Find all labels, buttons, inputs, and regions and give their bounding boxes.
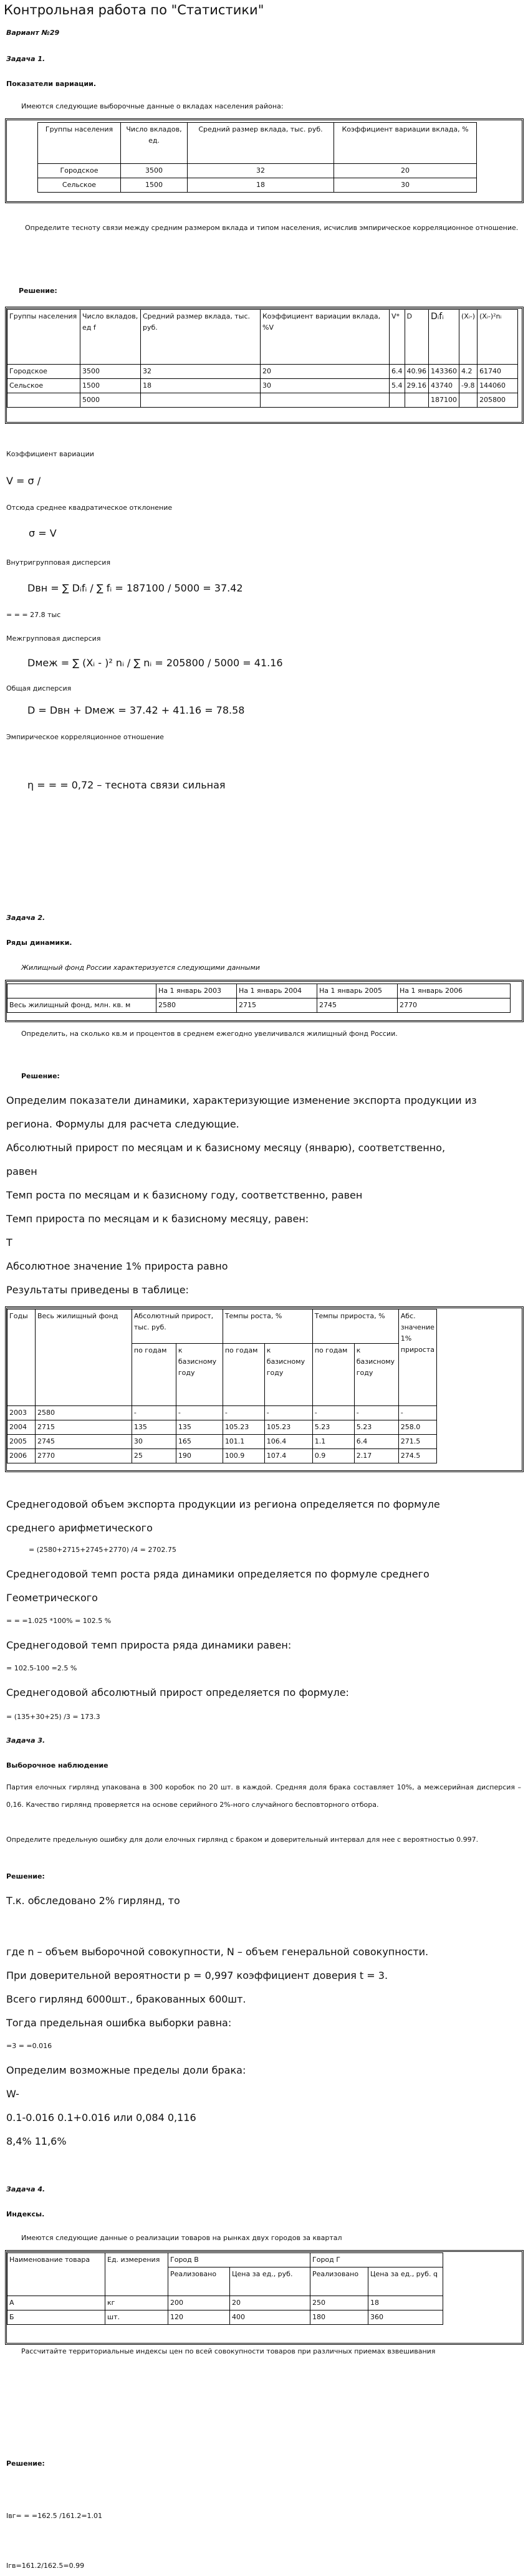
- header-cell: Коэффициент вариации вклада, %: [334, 123, 477, 164]
- header-cell: Абсолютный прирост, тыс. руб.: [132, 1310, 223, 1344]
- header-cell: к базисному году: [176, 1344, 223, 1406]
- table-cell: шт.: [105, 2310, 168, 2325]
- header-cell: На 1 январь 2004: [237, 984, 317, 998]
- table-cell: 135: [176, 1420, 223, 1435]
- text-line: При доверительной вероятности p = 0,997 коэффициент доверия t = 3.: [6, 1970, 388, 1981]
- table-cell: Б: [7, 2310, 105, 2325]
- table-cell: 250: [310, 2296, 368, 2310]
- header-cell: Dᵢfᵢ: [429, 310, 459, 365]
- header-cell: по годам: [223, 1344, 264, 1406]
- table-cell: 2770: [35, 1449, 132, 1463]
- table-cell: 20: [334, 164, 477, 178]
- table-cell: -9.8: [459, 379, 478, 393]
- table-cell: 190: [176, 1449, 223, 1463]
- header-cell: Город Г: [310, 2253, 443, 2267]
- table-cell: [390, 393, 405, 408]
- formula-line: σ = V: [29, 527, 57, 539]
- header-cell: к базисному году: [354, 1344, 398, 1406]
- formula-line: Dвн = ∑ Dᵢfᵢ / ∑ fᵢ = 187100 / 5000 = 37.42: [27, 582, 243, 594]
- table-cell: -: [264, 1406, 312, 1420]
- table-cell: 187100: [429, 393, 459, 408]
- header-cell: Группы населения: [38, 123, 121, 164]
- table-cell: [261, 393, 390, 408]
- table-cell: 30: [334, 178, 477, 193]
- header-cell: по годам: [132, 1344, 176, 1406]
- text-line: Среднегодовой абсолютный прирост определяется по формуле:: [6, 1687, 349, 1698]
- header-cell: Коэффициент вариации вклада, %V: [261, 310, 390, 365]
- table-cell: 20: [261, 365, 390, 379]
- header-cell: Годы: [7, 1310, 36, 1406]
- formula-line: = (135+30+25) /3 = 173.3: [6, 1713, 100, 1721]
- header-cell: Ед. измерения: [105, 2253, 168, 2296]
- task2-table2: [7, 1309, 437, 1463]
- table-cell: -: [223, 1406, 264, 1420]
- table-cell: 3500: [80, 365, 141, 379]
- header-cell: (Xᵢ-)²nᵢ: [478, 310, 518, 365]
- table-cell: 2745: [317, 998, 398, 1013]
- task4-intro: Имеются следующие данные о реализации товаров на рынках двух городов за квартал: [21, 2234, 342, 2242]
- header-cell: Цена за ед., руб.: [230, 2267, 310, 2296]
- table-cell: 1500: [121, 178, 188, 193]
- text-line: Тогда предельная ошибка выборки равна:: [6, 2017, 232, 2029]
- header-cell: D: [405, 310, 429, 365]
- table-cell: 271.5: [398, 1435, 436, 1449]
- table-cell: 40.96: [405, 365, 429, 379]
- header-cell: Город В: [168, 2253, 310, 2267]
- table-cell: 18: [368, 2296, 443, 2310]
- text-line: Общая дисперсия: [6, 684, 72, 692]
- table-cell: Сельское: [38, 178, 121, 193]
- text-line: W-: [6, 2088, 19, 2100]
- table-cell: 5000: [80, 393, 141, 408]
- table-cell: 29.16: [405, 379, 429, 393]
- table-cell: -: [176, 1406, 223, 1420]
- table-cell: 5.23: [312, 1420, 354, 1435]
- task1-text: Определите тесноту связи между средним размером вклада и типом населения, исчислив эмпирическое корреляционное отношение.: [25, 224, 519, 232]
- variant-label: Вариант №29: [6, 29, 60, 37]
- formula-line: D = Dвн + Dмеж = 37.42 + 41.16 = 78.58: [27, 704, 245, 716]
- task3-heading: Задача 3.: [6, 1736, 46, 1745]
- task4-text: Рассчитайте территориальные индексы цен по всей совокупности товаров при различных приемах взвешивания: [21, 2347, 436, 2355]
- header-cell: Число вкладов, ед.: [121, 123, 188, 164]
- table-cell: 180: [310, 2310, 368, 2325]
- text-line: Абсолютное значение 1% прироста равно: [6, 1260, 228, 1272]
- text-line: Коэффициент вариации: [6, 450, 94, 458]
- text-line: Темп прироста по месяцам и к базисному месяцу, равен:: [6, 1213, 309, 1225]
- table-cell: 107.4: [264, 1449, 312, 1463]
- table-cell: 43740: [429, 379, 459, 393]
- header-cell: Группы населения: [7, 310, 80, 365]
- table-cell: 32: [188, 164, 334, 178]
- formula-line: = 102.5-100 =2.5 %: [6, 1664, 77, 1672]
- formula-line: Iвг= = =162.5 /161.2=1.01: [6, 2512, 103, 2520]
- table-cell: А: [7, 2296, 105, 2310]
- header-cell: Темпы роста, %: [223, 1310, 312, 1344]
- table-cell: [459, 393, 478, 408]
- header-cell: На 1 январь 2003: [156, 984, 237, 998]
- header-cell: На 1 январь 2006: [398, 984, 511, 998]
- header-cell: к базисному году: [264, 1344, 312, 1406]
- text-line: среднего арифметического: [6, 1522, 153, 1534]
- task2-text: Определить, на сколько кв.м и процентов в среднем ежегодно увеличивался жилищный фонд России.: [21, 1030, 398, 1038]
- text-line: 0.1-0.016 0.1+0.016 или 0,084 0,116: [6, 2112, 196, 2124]
- task4-heading: Задача 4.: [6, 2185, 46, 2193]
- text-line: Отсюда среднее квадратическое отклонение: [6, 504, 173, 512]
- task4-subheading: Индексы.: [6, 2210, 45, 2218]
- formula-line: Dмеж = ∑ (Xᵢ - )² nᵢ / ∑ nᵢ = 205800 / 5000 = 41.16: [27, 657, 283, 669]
- header-cell: Число вкладов, ед f: [80, 310, 141, 365]
- formula-line: = = =1.025 *100% = 102.5 %: [6, 1617, 112, 1625]
- table-cell: 2580: [35, 1406, 132, 1420]
- table-cell: 6.4: [390, 365, 405, 379]
- text-line: Эмпирическое корреляционное отношение: [6, 733, 164, 741]
- task4-solution-label: Решение:: [6, 2459, 45, 2468]
- header-cell: Абс. значение 1% прироста: [398, 1310, 436, 1406]
- task1-solution-label: Решение:: [19, 287, 57, 295]
- header-cell: Темпы прироста, %: [312, 1310, 398, 1344]
- text-line: Всего гирлянд 6000шт., бракованных 600шт.: [6, 1993, 246, 2005]
- task4-table: [7, 2253, 443, 2325]
- table-cell: 18: [188, 178, 334, 193]
- table-cell: [7, 393, 80, 408]
- task3-solution-label: Решение:: [6, 1872, 45, 1880]
- table-cell: 101.1: [223, 1435, 264, 1449]
- table-cell: 144060: [478, 379, 518, 393]
- task2-solution-label: Решение:: [21, 1072, 60, 1080]
- table-cell: 105.23: [223, 1420, 264, 1435]
- task1-subheading: Показатели вариации.: [6, 80, 97, 88]
- table-cell: 4.2: [459, 365, 478, 379]
- task3-subheading: Выборочное наблюдение: [6, 1761, 108, 1769]
- table-cell: 205800: [478, 393, 518, 408]
- table-cell: [141, 393, 261, 408]
- table-cell: 2715: [237, 998, 317, 1013]
- text-line: Среднегодовой темп прироста ряда динамики равен:: [6, 1639, 292, 1651]
- text-line: Среднегодовой объем экспорта продукции из региона определяется по формуле: [6, 1498, 440, 1510]
- table-cell: 2580: [156, 998, 237, 1013]
- header-cell: Средний размер вклада, тыс. руб.: [141, 310, 261, 365]
- text-line: = = = 27.8 тыс: [6, 611, 61, 619]
- table-cell: 100.9: [223, 1449, 264, 1463]
- text-line: Внутригрупповая дисперсия: [6, 558, 111, 567]
- header-cell: Реализовано: [168, 2267, 230, 2296]
- table-cell: 143360: [429, 365, 459, 379]
- table-cell: 18: [141, 379, 261, 393]
- table-cell: 61740: [478, 365, 518, 379]
- table-cell: 2770: [398, 998, 511, 1013]
- task2-intro: Жилищный фонд России характеризуется следующими данными: [21, 964, 260, 972]
- task1-intro: Имеются следующие выборочные данные о вкладах населения района:: [21, 102, 284, 110]
- text-line: Т.к. обследовано 2% гирлянд, то: [6, 1895, 180, 1907]
- formula-line: = (2580+2715+2745+2770) /4 = 2702.75: [29, 1546, 176, 1554]
- table-cell: 360: [368, 2310, 443, 2325]
- table-cell: кг: [105, 2296, 168, 2310]
- text-line: Результаты приведены в таблице:: [6, 1284, 189, 1296]
- header-cell: V*: [390, 310, 405, 365]
- header-cell: Весь жилищный фонд: [35, 1310, 132, 1406]
- formula-line: V = σ /: [6, 475, 41, 487]
- header-cell: Реализовано: [310, 2267, 368, 2296]
- text-line: 8,4% 11,6%: [6, 2135, 67, 2147]
- table-cell: 2005: [7, 1435, 36, 1449]
- table-cell: 6.4: [354, 1435, 398, 1449]
- table-cell: 105.23: [264, 1420, 312, 1435]
- table-cell: 5.4: [390, 379, 405, 393]
- header-cell: Цена за ед., руб. q: [368, 2267, 443, 2296]
- text-line: региона. Формулы для расчета следующие.: [6, 1118, 239, 1130]
- header-cell: [7, 984, 156, 998]
- table-cell: 0.9: [312, 1449, 354, 1463]
- table-cell: 400: [230, 2310, 310, 2325]
- text-line: Темп роста по месяцам и к базисному году, соответственно, равен: [6, 1189, 363, 1201]
- text-line: Геометрического: [6, 1592, 98, 1604]
- text-line: Определим показатели динамики, характеризующие изменение экспорта продукции из: [6, 1094, 477, 1106]
- table-cell: -: [354, 1406, 398, 1420]
- table-cell: 20: [230, 2296, 310, 2310]
- table-cell: 2715: [35, 1420, 132, 1435]
- header-cell: Средний размер вклада, тыс. руб.: [188, 123, 334, 164]
- table-cell: 3500: [121, 164, 188, 178]
- table-cell: 2745: [35, 1435, 132, 1449]
- formula-line: =3 = =0.016: [6, 2042, 52, 2050]
- text-line: Определим возможные пределы доли брака:: [6, 2064, 246, 2076]
- task3-paragraph-2: Определите предельную ошибку для доли елочных гирлянд с браком и доверительный интервал для нее с вероятностью 0.997.: [6, 1836, 479, 1844]
- table-cell: -: [398, 1406, 436, 1420]
- task1-table2: [7, 309, 518, 408]
- table-cell: 1.1: [312, 1435, 354, 1449]
- table-cell: 165: [176, 1435, 223, 1449]
- table-cell: 25: [132, 1449, 176, 1463]
- table-cell: 5.23: [354, 1420, 398, 1435]
- table-cell: Городское: [7, 365, 80, 379]
- table-cell: 120: [168, 2310, 230, 2325]
- task1-heading: Задача 1.: [6, 55, 46, 63]
- table-cell: -: [132, 1406, 176, 1420]
- table-cell: 258.0: [398, 1420, 436, 1435]
- table-cell: 2006: [7, 1449, 36, 1463]
- table-cell: 200: [168, 2296, 230, 2310]
- table-cell: Весь жилищный фонд, млн. кв. м: [7, 998, 156, 1013]
- header-cell: Наименование товара: [7, 2253, 105, 2296]
- task3-paragraph-1: Партия елочных гирлянд упакована в 300 коробок по 20 шт. в каждой. Средняя доля брака составляет 10%, а межсерийная дисперсия – 0,16. Качество гирлянд проверяется на основе серийного 2%-ного случайного бесповторного отбора.: [6, 1783, 521, 1809]
- text-line: Межгрупповая дисперсия: [6, 634, 101, 643]
- text-line: Абсолютный прирост по месяцам и к базисному месяцу (январю), соответственно,: [6, 1142, 446, 1154]
- text-line: равен: [6, 1166, 37, 1177]
- table-cell: Сельское: [7, 379, 80, 393]
- header-cell: по годам: [312, 1344, 354, 1406]
- table-cell: 2.17: [354, 1449, 398, 1463]
- table-cell: 2003: [7, 1406, 36, 1420]
- table-cell: 106.4: [264, 1435, 312, 1449]
- table-cell: Городское: [38, 164, 121, 178]
- table-cell: 1500: [80, 379, 141, 393]
- task1-table1: [37, 122, 477, 193]
- formula-line: Iгв=161.2/162.5=0.99: [6, 2562, 85, 2570]
- table-cell: -: [312, 1406, 354, 1420]
- header-cell: (Xᵢ-): [459, 310, 478, 365]
- header-cell: На 1 январь 2005: [317, 984, 398, 998]
- formula-line: η = = = 0,72 – теснота связи сильная: [27, 779, 226, 791]
- task2-table1: [7, 984, 511, 1013]
- text-line: Т: [6, 1237, 12, 1248]
- table-cell: 2004: [7, 1420, 36, 1435]
- table-cell: [405, 393, 429, 408]
- task2-heading: Задача 2.: [6, 914, 46, 922]
- task2-subheading: Ряды динамики.: [6, 939, 72, 947]
- table-cell: 30: [261, 379, 390, 393]
- table-cell: 274.5: [398, 1449, 436, 1463]
- table-cell: 30: [132, 1435, 176, 1449]
- text-line: где n – объем выборочной совокупности, N – объем генеральной совокупности.: [6, 1946, 429, 1958]
- table-cell: 32: [141, 365, 261, 379]
- page-title: Контрольная работа по "Статистики": [4, 2, 264, 17]
- text-line: Среднегодовой темп роста ряда динамики определяется по формуле среднего: [6, 1568, 430, 1580]
- table-cell: 135: [132, 1420, 176, 1435]
